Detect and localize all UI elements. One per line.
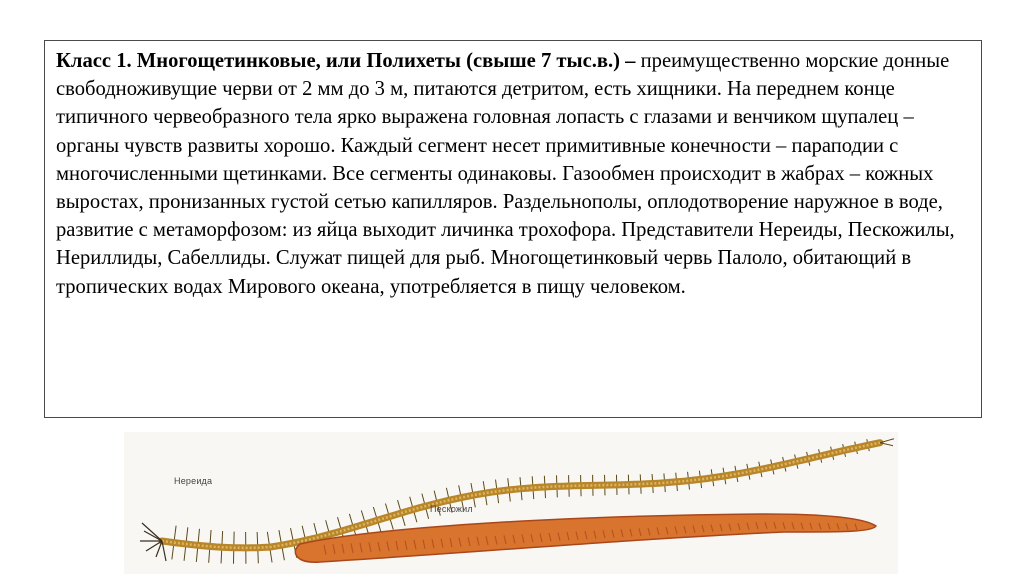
description-text-box — [44, 40, 982, 418]
worms-drawing — [124, 432, 898, 574]
worms-illustration — [124, 432, 898, 574]
class-title: Класс 1. Многощетинковые, или Полихеты (свыше 7 тыс.в.) – — [56, 50, 636, 72]
nereid-label: Нереида — [174, 476, 213, 486]
lugworm-label: Пескожил — [430, 504, 473, 514]
description-body: преимущественно морские донные свободноживущие черви от 2 мм до 3 м, питаются детритом, есть хищники. На переднем конце типичного червеобразного тела ярко выражена головная лопасть с глазами и венчиком щупалец – органы чувств развиты хорошо. Каждый сегмент несет примитивные конечности – параподии с многочисленными щетинками. Все сегменты одинаковы. Газообмен происходит в жабрах – кожных выростах, пронизанных густой сетью капилляров. Раздельнополы, оплодотворение наружное в воде, развитие с метаморфозом: из яйца выходит личинка трохофора. Представители Нереиды, Пескожилы, Нериллиды, Сабеллиды. Служат пищей для рыб. Многощетинковый червь Палоло, обитающий в тропических водах Мирового океана, употребляется в пищу человеком. — [56, 50, 955, 298]
description-paragraph — [56, 47, 971, 301]
